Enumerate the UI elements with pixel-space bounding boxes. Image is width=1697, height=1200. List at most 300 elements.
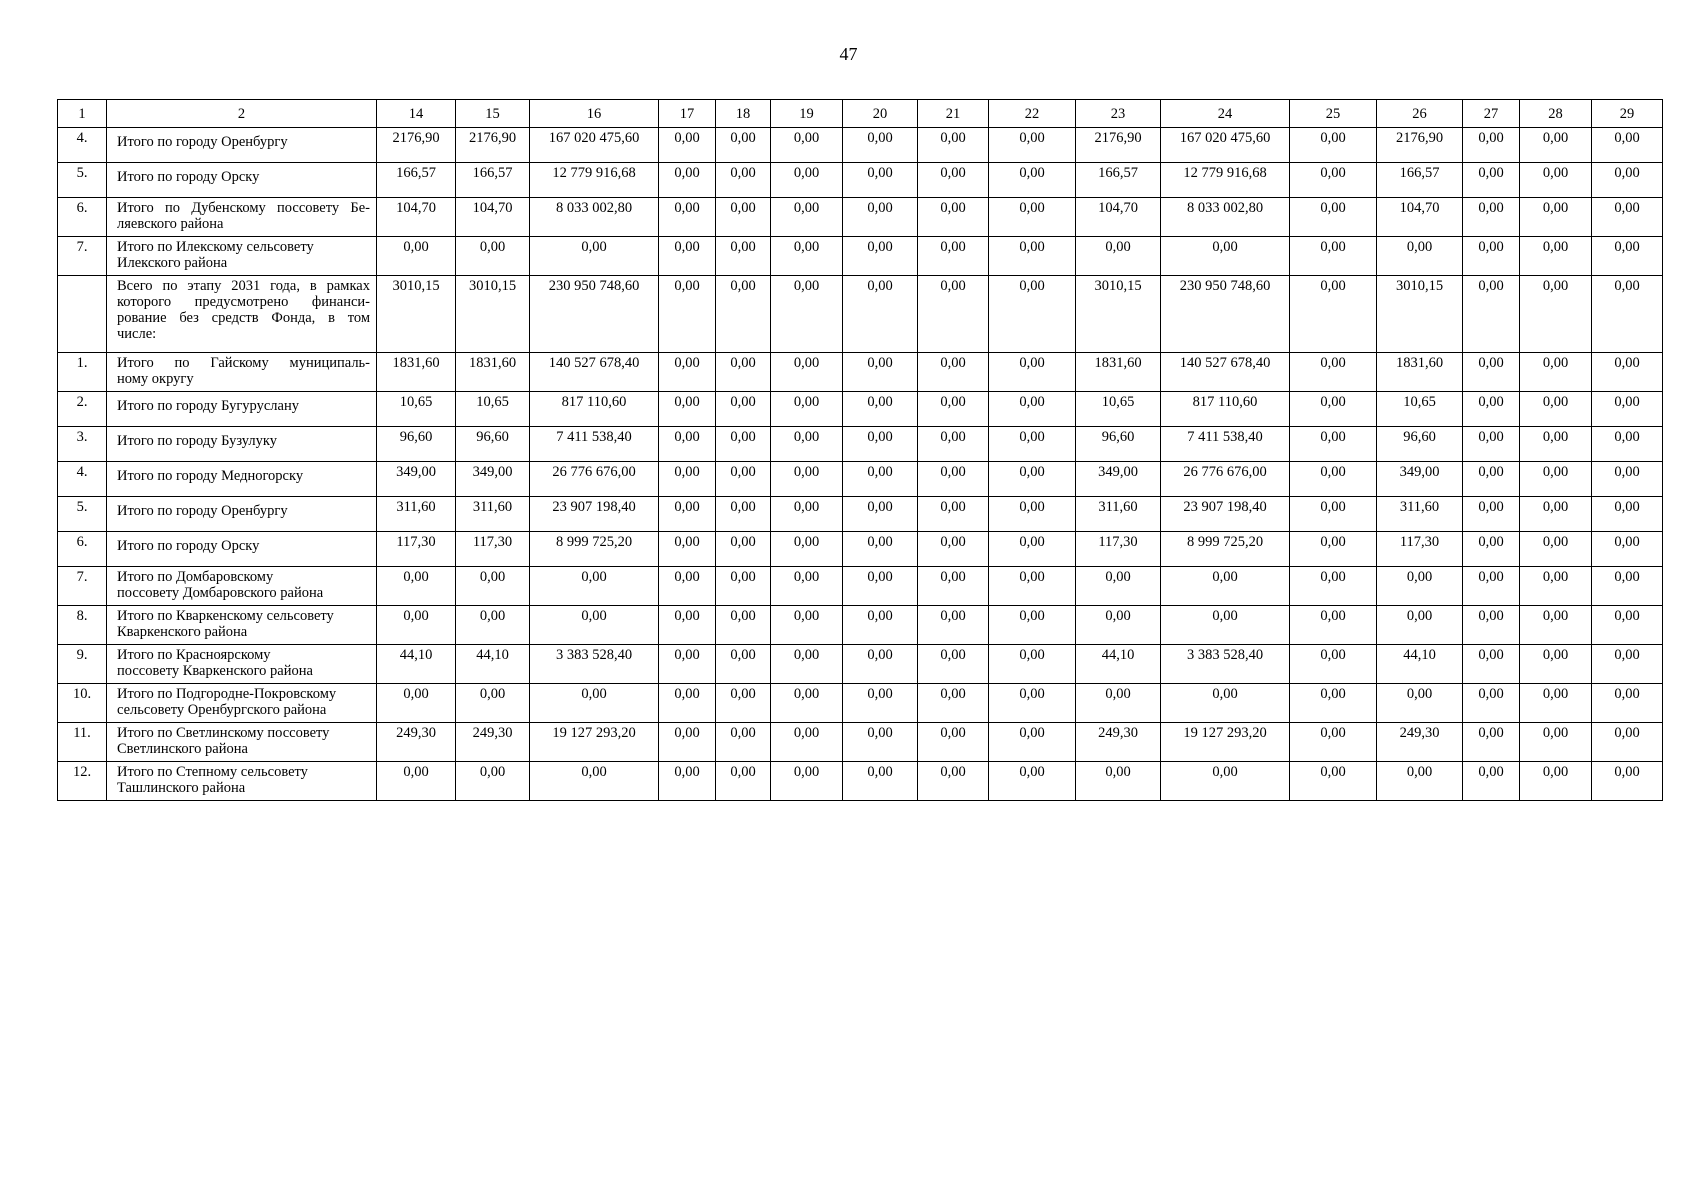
table-cell: 0,00	[1520, 723, 1592, 762]
table-cell: 104,70	[456, 198, 530, 237]
table-cell: 0,00	[1290, 684, 1377, 723]
table-cell: 0,00	[659, 392, 716, 427]
table-cell: 0,00	[771, 532, 843, 567]
table-cell: 0,00	[530, 237, 659, 276]
table-cell: 0,00	[716, 353, 771, 392]
table-cell: 311,60	[1076, 497, 1161, 532]
table-cell: 0,00	[377, 762, 456, 801]
column-header: 25	[1290, 100, 1377, 128]
table-cell: 0,00	[843, 462, 918, 497]
table-cell: 0,00	[716, 237, 771, 276]
table-cell: 0,00	[716, 163, 771, 198]
table-cell: 3010,15	[377, 276, 456, 353]
table-cell: 0,00	[1076, 762, 1161, 801]
row-name	[107, 128, 377, 163]
table-cell: 8 999 725,20	[530, 532, 659, 567]
table-cell: 12 779 916,68	[1161, 163, 1290, 198]
column-header: 14	[377, 100, 456, 128]
table-cell: 0,00	[377, 237, 456, 276]
table-cell: 0,00	[918, 497, 989, 532]
table-cell: 2176,90	[456, 128, 530, 163]
table-cell: 0,00	[1463, 532, 1520, 567]
table-cell: 0,00	[659, 645, 716, 684]
table-cell: 0,00	[1592, 723, 1663, 762]
table-cell: 0,00	[1520, 198, 1592, 237]
column-header: 15	[456, 100, 530, 128]
table-cell: 0,00	[771, 606, 843, 645]
row-number: 7.	[58, 567, 107, 606]
table-cell: 0,00	[659, 198, 716, 237]
table-cell: 0,00	[771, 237, 843, 276]
table-cell: 0,00	[918, 606, 989, 645]
row-number: 5.	[58, 163, 107, 198]
table-cell: 0,00	[1463, 353, 1520, 392]
row-number	[58, 276, 107, 353]
table-cell: 0,00	[1161, 606, 1290, 645]
row-name	[107, 427, 377, 462]
table-cell: 0,00	[918, 645, 989, 684]
table-cell: 0,00	[918, 723, 989, 762]
row-name-line: Ташлинского района	[117, 780, 246, 796]
table-cell: 0,00	[843, 237, 918, 276]
table-cell: 0,00	[771, 684, 843, 723]
table-cell: 1831,60	[456, 353, 530, 392]
table-cell: 0,00	[1290, 353, 1377, 392]
table-cell: 817 110,60	[1161, 392, 1290, 427]
table-cell: 44,10	[1377, 645, 1463, 684]
table-cell: 0,00	[843, 723, 918, 762]
row-name	[107, 163, 377, 198]
table-cell: 104,70	[1377, 198, 1463, 237]
table-cell: 0,00	[918, 392, 989, 427]
table-cell: 0,00	[771, 353, 843, 392]
table-row	[58, 606, 1663, 645]
column-header: 20	[843, 100, 918, 128]
table-cell: 0,00	[1290, 237, 1377, 276]
page-number: 47	[839, 44, 858, 64]
table-cell: 0,00	[771, 497, 843, 532]
table-cell: 0,00	[1377, 606, 1463, 645]
table-cell: 12 779 916,68	[530, 163, 659, 198]
table-cell: 349,00	[456, 462, 530, 497]
table-cell: 0,00	[659, 237, 716, 276]
row-name-line: Итого по городу Медногорску	[117, 468, 304, 484]
table-cell: 166,57	[1076, 163, 1161, 198]
table-cell: 249,30	[456, 723, 530, 762]
table-cell: 0,00	[1463, 723, 1520, 762]
row-name-line: Итого по городу Бугуруслану	[117, 398, 299, 414]
table-cell: 0,00	[456, 684, 530, 723]
row-name-line: Итого по городу Бузулуку	[117, 433, 277, 449]
table-cell: 0,00	[843, 567, 918, 606]
column-header: 27	[1463, 100, 1520, 128]
financing-table	[57, 99, 1663, 801]
row-number: 4.	[58, 462, 107, 497]
table-cell: 0,00	[771, 198, 843, 237]
table-cell: 230 950 748,60	[1161, 276, 1290, 353]
table-cell: 10,65	[1076, 392, 1161, 427]
row-number: 10.	[58, 684, 107, 723]
row-name	[107, 567, 377, 606]
row-name-line: сельсовету Оренбургского района	[117, 702, 327, 718]
table-row	[58, 353, 1663, 392]
table-cell: 0,00	[716, 462, 771, 497]
column-header: 29	[1592, 100, 1663, 128]
row-number: 7.	[58, 237, 107, 276]
table-cell: 96,60	[1076, 427, 1161, 462]
table-cell: 0,00	[1592, 462, 1663, 497]
row-name-line: Итого по Красноярскому	[117, 647, 271, 663]
table-cell: 0,00	[1592, 198, 1663, 237]
table-row	[58, 427, 1663, 462]
row-name-line: поссовету Домбаровского района	[117, 585, 324, 601]
table-cell: 104,70	[377, 198, 456, 237]
column-header: 21	[918, 100, 989, 128]
table-cell: 0,00	[771, 163, 843, 198]
table-cell: 0,00	[1520, 276, 1592, 353]
table-cell: 0,00	[659, 684, 716, 723]
table-cell: 0,00	[771, 645, 843, 684]
table-cell: 0,00	[1592, 567, 1663, 606]
table-cell: 0,00	[1377, 684, 1463, 723]
table-cell: 0,00	[918, 762, 989, 801]
table-cell: 26 776 676,00	[1161, 462, 1290, 497]
table-cell: 0,00	[1592, 392, 1663, 427]
table-cell: 0,00	[1076, 237, 1161, 276]
row-name-line: ному округу	[117, 371, 194, 387]
table-cell: 0,00	[659, 353, 716, 392]
table-cell: 44,10	[377, 645, 456, 684]
table-cell: 0,00	[1463, 276, 1520, 353]
table-cell: 0,00	[989, 762, 1076, 801]
table-cell: 0,00	[716, 606, 771, 645]
table-cell: 349,00	[1076, 462, 1161, 497]
table-cell: 0,00	[1463, 497, 1520, 532]
row-name	[107, 462, 377, 497]
table-cell: 96,60	[377, 427, 456, 462]
table-cell: 0,00	[1290, 427, 1377, 462]
row-name-line: Итого по Дубенскому поссовету Бе-	[117, 200, 370, 216]
row-name	[107, 353, 377, 392]
table-cell: 0,00	[989, 462, 1076, 497]
table-cell: 230 950 748,60	[530, 276, 659, 353]
table-cell: 0,00	[1463, 645, 1520, 684]
table-cell: 8 999 725,20	[1161, 532, 1290, 567]
table-cell: 349,00	[377, 462, 456, 497]
row-name-line: Итого по Кваркенскому сельсовету	[117, 608, 334, 624]
row-name	[107, 392, 377, 427]
table-cell: 0,00	[771, 427, 843, 462]
table-cell: 0,00	[1290, 276, 1377, 353]
table-cell: 0,00	[659, 276, 716, 353]
table-cell: 0,00	[1463, 237, 1520, 276]
table-row	[58, 462, 1663, 497]
table-cell: 0,00	[1161, 237, 1290, 276]
row-name-line: Всего по этапу 2031 года, в рамках	[117, 278, 370, 294]
row-name	[107, 645, 377, 684]
table-cell: 0,00	[843, 645, 918, 684]
table-cell: 311,60	[377, 497, 456, 532]
column-header: 17	[659, 100, 716, 128]
row-name	[107, 497, 377, 532]
table-cell: 0,00	[843, 276, 918, 353]
row-name-line: Итого по городу Орску	[117, 169, 260, 185]
table-cell: 0,00	[1592, 684, 1663, 723]
table-cell: 0,00	[716, 497, 771, 532]
table-cell: 0,00	[1290, 645, 1377, 684]
row-number: 12.	[58, 762, 107, 801]
table-cell: 0,00	[989, 198, 1076, 237]
table-cell: 167 020 475,60	[530, 128, 659, 163]
table-row	[58, 163, 1663, 198]
row-number: 5.	[58, 497, 107, 532]
column-header: 19	[771, 100, 843, 128]
table-cell: 0,00	[771, 762, 843, 801]
table-cell: 0,00	[1592, 606, 1663, 645]
row-name-line: поссовету Кваркенского района	[117, 663, 313, 679]
table-cell: 0,00	[843, 684, 918, 723]
table-cell: 0,00	[989, 606, 1076, 645]
table-cell: 19 127 293,20	[1161, 723, 1290, 762]
table-cell: 0,00	[1463, 762, 1520, 801]
table-cell: 0,00	[843, 128, 918, 163]
row-name	[107, 723, 377, 762]
table-cell: 0,00	[716, 532, 771, 567]
table-cell: 0,00	[989, 723, 1076, 762]
row-name-line: Итого по Светлинскому поссовету	[117, 725, 330, 741]
row-name	[107, 762, 377, 801]
table-cell: 0,00	[843, 762, 918, 801]
table-cell: 8 033 002,80	[1161, 198, 1290, 237]
table-cell: 249,30	[1076, 723, 1161, 762]
table-cell: 0,00	[843, 606, 918, 645]
table-cell: 0,00	[1520, 392, 1592, 427]
table-cell: 0,00	[1592, 276, 1663, 353]
table-cell: 0,00	[456, 762, 530, 801]
row-name-line: Итого по Домбаровскому	[117, 569, 274, 585]
table-cell: 0,00	[1592, 237, 1663, 276]
table-cell: 0,00	[843, 392, 918, 427]
table-cell: 117,30	[377, 532, 456, 567]
table-cell: 23 907 198,40	[530, 497, 659, 532]
table-cell: 0,00	[716, 567, 771, 606]
table-cell: 817 110,60	[530, 392, 659, 427]
column-header: 23	[1076, 100, 1161, 128]
table-row	[58, 532, 1663, 567]
table-cell: 0,00	[1520, 762, 1592, 801]
table-row	[58, 128, 1663, 163]
table-cell: 0,00	[659, 567, 716, 606]
table-cell: 0,00	[989, 684, 1076, 723]
table-cell: 311,60	[1377, 497, 1463, 532]
table-cell: 0,00	[377, 606, 456, 645]
table-cell: 0,00	[530, 606, 659, 645]
table-cell: 0,00	[1463, 198, 1520, 237]
row-number: 2.	[58, 392, 107, 427]
table-cell: 23 907 198,40	[1161, 497, 1290, 532]
row-name-line: Итого по Подгородне-Покровскому	[117, 686, 337, 702]
table-cell: 0,00	[989, 645, 1076, 684]
table-cell: 0,00	[377, 567, 456, 606]
table-cell: 0,00	[1592, 353, 1663, 392]
table-cell: 3010,15	[1377, 276, 1463, 353]
table-cell: 0,00	[1463, 163, 1520, 198]
table-cell: 166,57	[1377, 163, 1463, 198]
table-cell: 0,00	[771, 392, 843, 427]
table-cell: 117,30	[1076, 532, 1161, 567]
table-cell: 0,00	[989, 128, 1076, 163]
row-number: 3.	[58, 427, 107, 462]
table-cell: 2176,90	[1377, 128, 1463, 163]
table-cell: 0,00	[1592, 497, 1663, 532]
table-cell: 1831,60	[377, 353, 456, 392]
table-cell: 0,00	[771, 128, 843, 163]
table-cell: 0,00	[1463, 684, 1520, 723]
table-cell: 0,00	[659, 462, 716, 497]
table-cell: 349,00	[1377, 462, 1463, 497]
table-cell: 96,60	[1377, 427, 1463, 462]
table-cell: 0,00	[659, 163, 716, 198]
table-cell: 2176,90	[1076, 128, 1161, 163]
table-cell: 0,00	[1520, 128, 1592, 163]
table-cell: 1831,60	[1076, 353, 1161, 392]
table-cell: 0,00	[1592, 532, 1663, 567]
table-cell: 167 020 475,60	[1161, 128, 1290, 163]
table-cell: 0,00	[1592, 163, 1663, 198]
column-header: 24	[1161, 100, 1290, 128]
table-row	[58, 497, 1663, 532]
table-cell: 0,00	[1463, 606, 1520, 645]
table-row	[58, 567, 1663, 606]
table-cell: 0,00	[659, 606, 716, 645]
column-header: 28	[1520, 100, 1592, 128]
table-cell: 0,00	[1076, 567, 1161, 606]
table-row	[58, 198, 1663, 237]
table-cell: 44,10	[1076, 645, 1161, 684]
table-cell: 0,00	[716, 276, 771, 353]
row-name-line: Итого по городу Орску	[117, 538, 260, 554]
row-name-line: Илекского района	[117, 255, 228, 271]
table-cell: 0,00	[716, 427, 771, 462]
row-name	[107, 237, 377, 276]
table-cell: 0,00	[1290, 567, 1377, 606]
table-cell: 0,00	[843, 532, 918, 567]
row-name	[107, 276, 377, 353]
table-row	[58, 237, 1663, 276]
table-cell: 0,00	[1290, 163, 1377, 198]
table-cell: 0,00	[456, 606, 530, 645]
table-cell: 0,00	[1520, 497, 1592, 532]
table-cell: 0,00	[1463, 567, 1520, 606]
table-cell: 0,00	[1161, 567, 1290, 606]
table-cell: 0,00	[918, 427, 989, 462]
row-number: 6.	[58, 532, 107, 567]
table-cell: 166,57	[456, 163, 530, 198]
table-cell: 0,00	[1290, 128, 1377, 163]
table-cell: 311,60	[456, 497, 530, 532]
table-cell: 0,00	[1520, 163, 1592, 198]
table-cell: 0,00	[1290, 723, 1377, 762]
table-cell: 0,00	[377, 684, 456, 723]
table-cell: 0,00	[1290, 392, 1377, 427]
table-cell: 0,00	[1463, 128, 1520, 163]
table-cell: 0,00	[1520, 427, 1592, 462]
row-number: 6.	[58, 198, 107, 237]
column-header: 18	[716, 100, 771, 128]
table-cell: 0,00	[771, 462, 843, 497]
table-cell: 0,00	[1463, 392, 1520, 427]
table-cell: 19 127 293,20	[530, 723, 659, 762]
row-name-line: Итого по городу Оренбургу	[117, 134, 288, 150]
row-name-line: Кваркенского района	[117, 624, 248, 640]
table-cell: 2176,90	[377, 128, 456, 163]
table-row	[58, 684, 1663, 723]
table-cell: 0,00	[659, 762, 716, 801]
table-cell: 0,00	[1520, 532, 1592, 567]
table-cell: 0,00	[1290, 462, 1377, 497]
table-cell: 0,00	[989, 427, 1076, 462]
table-row	[58, 762, 1663, 801]
table-cell: 166,57	[377, 163, 456, 198]
table-cell: 0,00	[1076, 606, 1161, 645]
table-cell: 3010,15	[1076, 276, 1161, 353]
table-cell: 3010,15	[456, 276, 530, 353]
table-cell: 0,00	[1592, 128, 1663, 163]
table-cell: 0,00	[456, 237, 530, 276]
table-cell: 0,00	[456, 567, 530, 606]
row-number: 1.	[58, 353, 107, 392]
table-cell: 0,00	[989, 532, 1076, 567]
table-cell: 1831,60	[1377, 353, 1463, 392]
row-number: 4.	[58, 128, 107, 163]
row-name-line: Итого по Илекскому сельсовету	[117, 239, 314, 255]
table-cell: 117,30	[1377, 532, 1463, 567]
row-name-line: ляевского района	[117, 216, 224, 232]
table-cell: 7 411 538,40	[530, 427, 659, 462]
table-cell: 0,00	[530, 684, 659, 723]
table-cell: 96,60	[456, 427, 530, 462]
table-cell: 0,00	[918, 567, 989, 606]
table-cell: 3 383 528,40	[530, 645, 659, 684]
table-cell: 0,00	[1290, 497, 1377, 532]
table-cell: 0,00	[1161, 684, 1290, 723]
table-cell: 0,00	[843, 198, 918, 237]
table-cell: 26 776 676,00	[530, 462, 659, 497]
table-cell: 0,00	[989, 237, 1076, 276]
table-cell: 0,00	[989, 276, 1076, 353]
table-cell: 0,00	[1520, 567, 1592, 606]
table-cell: 0,00	[918, 462, 989, 497]
row-name-line: Светлинского района	[117, 741, 248, 757]
table-cell: 0,00	[771, 567, 843, 606]
table-cell: 0,00	[716, 645, 771, 684]
table-cell: 0,00	[918, 276, 989, 353]
column-header: 1	[58, 100, 107, 128]
table-cell: 0,00	[716, 723, 771, 762]
table-cell: 0,00	[771, 723, 843, 762]
table-cell: 0,00	[1290, 606, 1377, 645]
table-cell: 8 033 002,80	[530, 198, 659, 237]
column-header: 16	[530, 100, 659, 128]
table-cell: 0,00	[989, 497, 1076, 532]
table-cell: 0,00	[1520, 606, 1592, 645]
table-row	[58, 392, 1663, 427]
table-cell: 0,00	[1377, 762, 1463, 801]
table-cell: 0,00	[716, 762, 771, 801]
table-cell: 0,00	[530, 567, 659, 606]
table-cell: 0,00	[1520, 353, 1592, 392]
table-cell: 0,00	[918, 163, 989, 198]
